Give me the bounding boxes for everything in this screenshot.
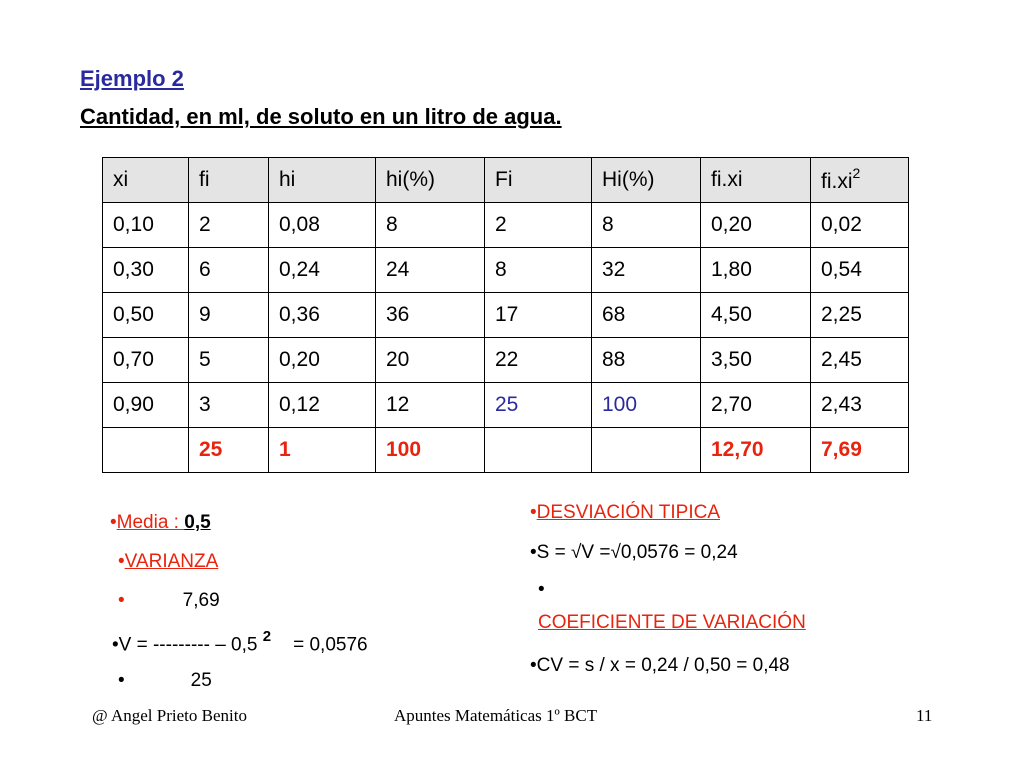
table-cell: 2 [485, 203, 592, 248]
varianza-label: VARIANZA [124, 551, 219, 572]
cv-formula: CV = s / x = 0,24 / 0,50 = 0,48 [536, 655, 790, 676]
total-cell: 12,70 [701, 428, 811, 473]
bullet-icon: • [118, 551, 125, 572]
table-cell: 0,02 [811, 203, 909, 248]
table-cell: 3 [189, 383, 269, 428]
table-cell: 0,54 [811, 248, 909, 293]
table-cell: 2,45 [811, 338, 909, 383]
table-cell: 24 [376, 248, 485, 293]
total-cell: 25 [189, 428, 269, 473]
table-cell: 5 [189, 338, 269, 383]
table-cell: 0,20 [701, 203, 811, 248]
total-cell: 1 [269, 428, 376, 473]
header-cell [811, 158, 909, 203]
cv-formula-line [530, 655, 790, 677]
fraction-numerator-line [118, 590, 220, 612]
header-cell: xi [103, 158, 189, 203]
table-row [103, 293, 909, 338]
bullet-icon: • [530, 502, 537, 523]
header-cell: hi(%) [376, 158, 485, 203]
table-cell: 1,80 [701, 248, 811, 293]
footer-page-number: 11 [916, 706, 933, 725]
media-value: 0,5 [184, 512, 211, 533]
slide-title: Ejemplo 2 [80, 66, 184, 91]
table-totals-row [103, 428, 909, 473]
total-cell [485, 428, 592, 473]
table-cell: 12 [376, 383, 485, 428]
table-cell: 0,36 [269, 293, 376, 338]
table-cell: 6 [189, 248, 269, 293]
table-header-row [103, 158, 909, 203]
header-text: fi.xi [821, 169, 853, 193]
fraction-denominator: 25 [190, 670, 212, 691]
table-cell: 8 [485, 248, 592, 293]
table-cell: 9 [189, 293, 269, 338]
cv-label-line [538, 612, 806, 634]
table-row [103, 383, 909, 428]
table-cell: 20 [376, 338, 485, 383]
bullet-icon: • [538, 579, 545, 600]
footer-author: @ Angel Prieto Benito [92, 706, 247, 725]
total-cell [103, 428, 189, 473]
header-superscript: 2 [852, 164, 861, 181]
table-cell: 0,08 [269, 203, 376, 248]
table-cell: 68 [592, 293, 701, 338]
variance-exponent: 2 [262, 628, 272, 645]
table-cell: 3,50 [701, 338, 811, 383]
cv-label: COEFICIENTE DE VARIACIÓN [538, 612, 806, 633]
variance-result: = 0,0576 [293, 634, 368, 656]
variance-prefix: V = --------- – 0,5 [118, 634, 263, 656]
variance-formula [112, 630, 368, 656]
total-cell [592, 428, 701, 473]
table-row [103, 338, 909, 383]
total-cell: 7,69 [811, 428, 909, 473]
bullet-icon: • [118, 590, 125, 611]
table-cell-cumulative-total: 100 [592, 383, 701, 428]
empty-bullet-line [538, 579, 545, 601]
table-cell: 8 [592, 203, 701, 248]
bullet-icon: • [530, 542, 537, 563]
header-cell: Fi [485, 158, 592, 203]
fraction-denominator-line [118, 670, 212, 692]
table-cell: 88 [592, 338, 701, 383]
fraction-numerator: 7,69 [182, 590, 220, 611]
desviacion-line [530, 502, 720, 524]
desviacion-label: DESVIACIÓN TIPICA [536, 502, 721, 523]
bullet-icon: • [112, 634, 119, 656]
table-row [103, 248, 909, 293]
table-cell: 0,90 [103, 383, 189, 428]
table-cell: 17 [485, 293, 592, 338]
table-cell: 8 [376, 203, 485, 248]
media-line [110, 512, 211, 534]
bullet-icon: • [110, 512, 117, 533]
table-cell: 2,43 [811, 383, 909, 428]
varianza-line [118, 551, 218, 573]
header-cell: fi.xi [701, 158, 811, 203]
table-cell: 32 [592, 248, 701, 293]
table-cell: 2,25 [811, 293, 909, 338]
slide-subtitle: Cantidad, en ml, de soluto en un litro de agua. [80, 104, 562, 129]
table-cell: 0,20 [269, 338, 376, 383]
table-cell-cumulative-total: 25 [485, 383, 592, 428]
s-formula: S = √V =√0,0576 = 0,24 [536, 542, 738, 563]
table-cell: 4,50 [701, 293, 811, 338]
table-cell: 22 [485, 338, 592, 383]
table-cell: 0,30 [103, 248, 189, 293]
frequency-table [102, 157, 909, 473]
total-cell: 100 [376, 428, 485, 473]
header-cell: hi [269, 158, 376, 203]
table-cell: 36 [376, 293, 485, 338]
table-cell: 0,50 [103, 293, 189, 338]
table-cell: 0,70 [103, 338, 189, 383]
table-row [103, 203, 909, 248]
bullet-icon: • [530, 655, 537, 676]
table-cell: 2 [189, 203, 269, 248]
header-cell: fi [189, 158, 269, 203]
header-cell: Hi(%) [592, 158, 701, 203]
table-cell: 0,12 [269, 383, 376, 428]
table-cell: 0,10 [103, 203, 189, 248]
table-cell: 0,24 [269, 248, 376, 293]
table-cell: 2,70 [701, 383, 811, 428]
media-label: Media : [116, 512, 185, 533]
footer-course: Apuntes Matemáticas 1º BCT [394, 706, 598, 725]
s-formula-line [530, 542, 738, 564]
bullet-icon: • [118, 670, 125, 691]
